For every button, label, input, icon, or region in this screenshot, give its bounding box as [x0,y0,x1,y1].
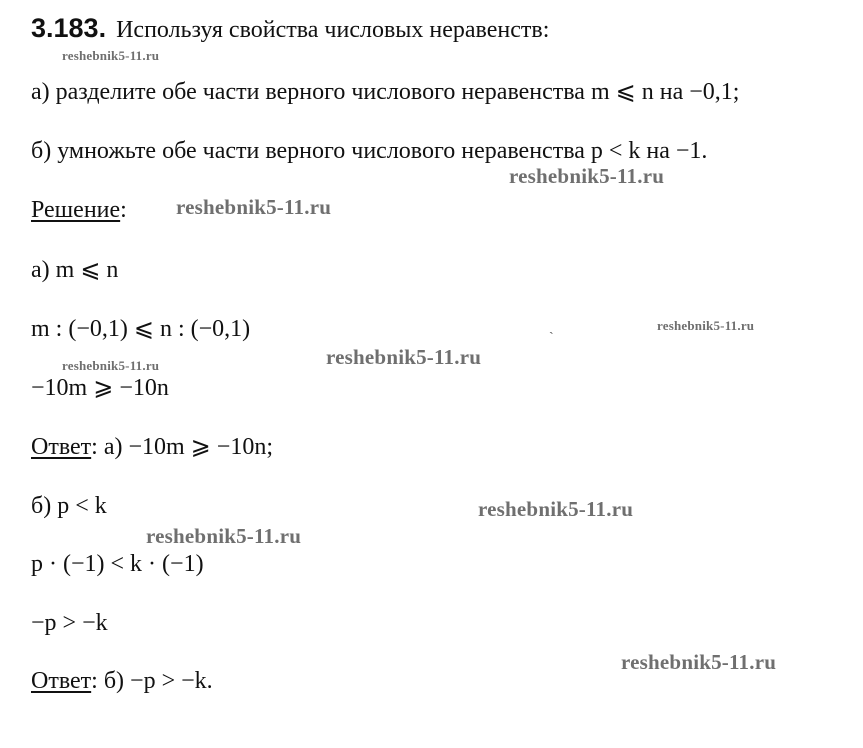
problem-title: Используя свойства числовых неравенств: [116,17,550,43]
solution-b-step-2: p · (−1) < k · (−1) [31,551,204,577]
watermark: reshebnik5-11.ru [146,524,302,548]
answer-a [31,433,273,461]
answer-b-text: : б) −p > −k. [91,668,213,694]
watermark: reshebnik5-11.ru [62,48,160,63]
solution-b-step-3: −p > −k [31,610,108,636]
answer-a-label: Ответ [31,434,92,460]
solution-a-step-3: −10m ⩾ −10n [31,375,169,401]
problem-title-line [31,14,549,44]
answer-b-label: Ответ [31,668,92,694]
watermark: reshebnik5-11.ru [657,318,755,333]
watermark: reshebnik5-11.ru [478,497,634,521]
solution-label: Решение [31,197,121,223]
watermark: reshebnik5-11.ru [176,195,332,219]
solution-a-step-1: а) m ⩽ n [31,257,119,283]
watermark: reshebnik5-11.ru [509,164,665,188]
watermark: reshebnik5-11.ru [326,345,482,369]
problem-part-b: б) умножьте обе части верного числового неравенства p < k на −1. [31,138,708,164]
solution-heading [31,196,127,224]
watermark: reshebnik5-11.ru [62,358,160,373]
problem-number: 3.183. [31,13,107,43]
problem-part-a: а) разделите обе части верного числового неравенства m ⩽ n на −0,1; [31,79,740,105]
solution-b-step-1: б) p < k [31,493,107,519]
watermark: reshebnik5-11.ru [621,650,777,674]
solution-a-step-2: m : (−0,1) ⩽ n : (−0,1) [31,316,251,342]
answer-b [31,667,213,695]
stray-mark: ˎ [549,320,554,335]
answer-a-text: : а) −10m ⩾ −10n; [91,434,273,460]
solution-colon: : [120,197,127,223]
